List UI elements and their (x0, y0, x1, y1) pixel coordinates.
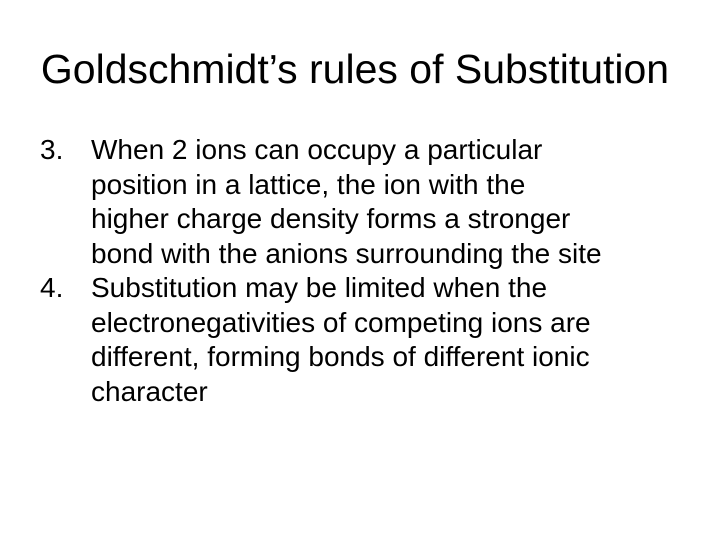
list-item-number: 4. (40, 272, 64, 303)
list-item-number: 3. (40, 134, 64, 165)
list-item-text: When 2 ions can occupy a particular position in a lattice, the ion with the higher charge density forms a stronger bond with the anions surrounding the site (91, 134, 602, 269)
list-item-text: Substitution may be limited when the electronegativities of competing ions are different, forming bonds of different ionic character (91, 272, 591, 407)
list-item (40, 133, 700, 271)
slide-title: Goldschmidt’s rules of Substitution (40, 46, 670, 92)
numbered-list (40, 133, 700, 409)
list-item (40, 271, 700, 409)
